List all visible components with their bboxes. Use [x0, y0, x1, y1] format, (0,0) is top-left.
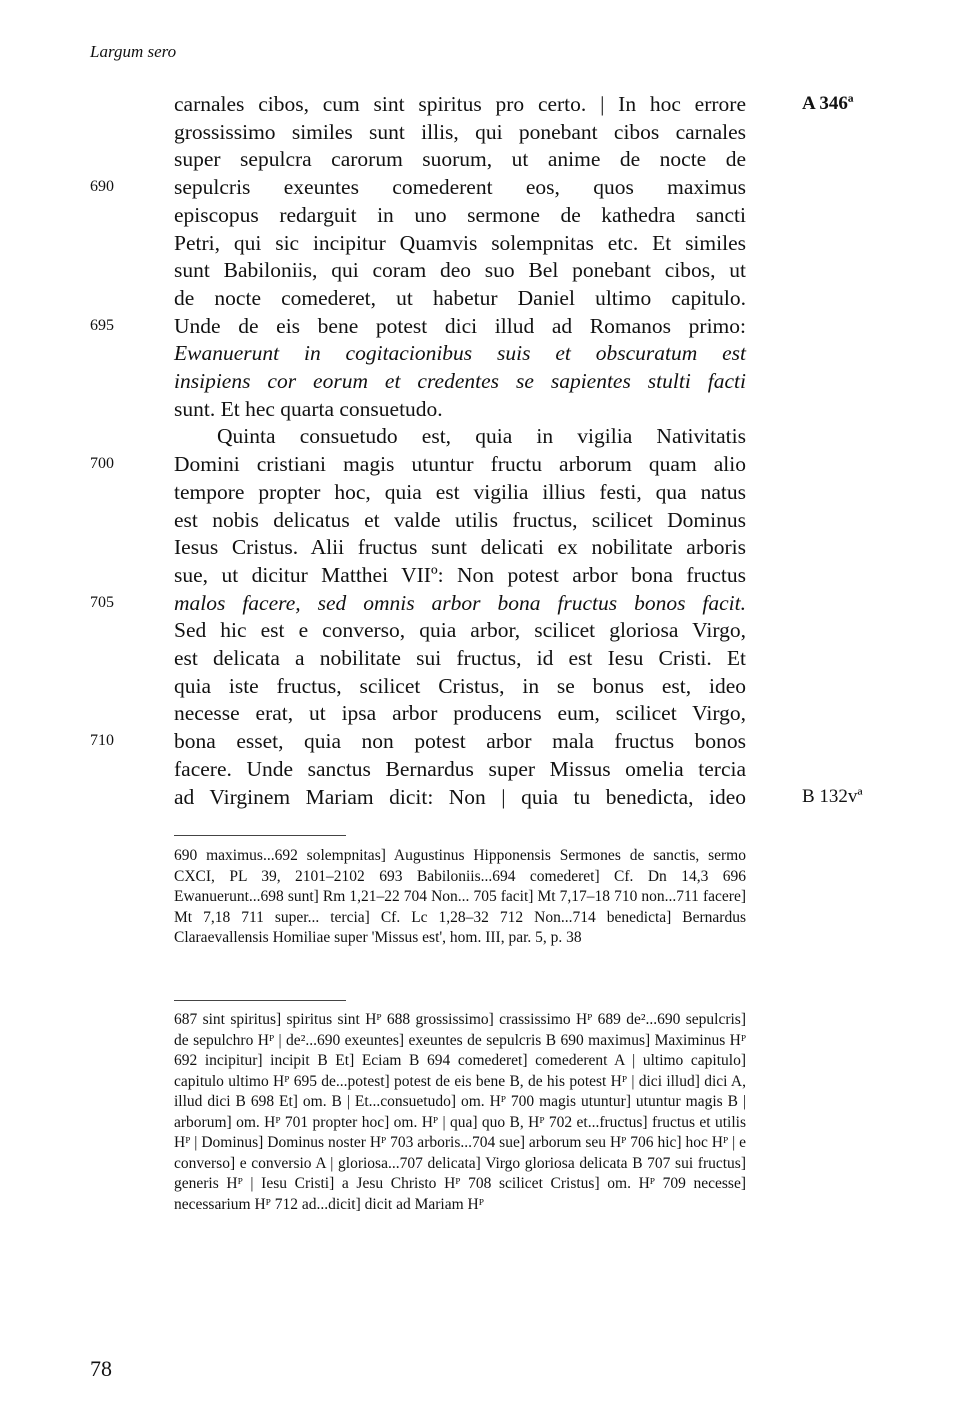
text-line: sunt. Et hec quarta consuetudo. [174, 396, 443, 421]
text-line: sunt Babiloniis, qui coram deo suo Bel ponebant cibos, ut [174, 258, 746, 283]
text-line: est nobis delicatus et valde utilis fructus, scilicet Dominus [174, 507, 746, 532]
text-line: Quinta consuetudo est, quia in vigilia Nativitatis [217, 424, 746, 449]
text-line: Sed hic est e converso, quia arbor, scilicet gloriosa Virgo, [174, 618, 746, 643]
line-number: 695 [90, 316, 114, 334]
text-line: Domini cristiani magis utuntur fructu arborum quam alio [174, 452, 746, 477]
text-line: malos facere, sed omnis arbor bona fructus bonos facit. [174, 590, 746, 615]
page-number: 78 [90, 1356, 112, 1381]
line-number: 700 [90, 455, 114, 473]
text-line: ad Virginem Mariam dicit: Non | quia tu benedicta, ideo [174, 784, 746, 809]
text-line: carnales cibos, cum sint spiritus pro certo. | In hoc errore [174, 92, 746, 116]
text-line: Ewanuerunt in cogitacionibus suis et obscuratum est [174, 341, 746, 366]
text-line: necesse erat, ut ipsa arbor producens eum, scilicet Virgo, [174, 701, 746, 726]
text-line: facere. Unde sanctus Bernardus super Missus omelia tercia [174, 756, 746, 781]
text-line: Unde de eis bene potest dici illud ad Romanos primo: [174, 313, 746, 338]
running-head: Largum sero [90, 42, 177, 61]
text-line: quia iste fructus, scilicet Cristus, in se bonus est, ideo [174, 673, 746, 698]
margin-manuscript-ref: B 132vª [802, 785, 863, 807]
text-line: Petri, qui sic incipitur Quamvis solempnitas etc. Et similes [174, 230, 746, 255]
apparatus-separator [174, 1000, 346, 1001]
text-line: insipiens cor eorum et credentes se sapientes stulti facti [174, 369, 746, 393]
text-line: sepulcris exeuntes comederent eos, quos maximus [174, 175, 746, 200]
apparatus-separator [174, 835, 346, 836]
text-line: est delicata a nobilitate sui fructus, id est Iesu Cristi. Et [174, 646, 746, 670]
text-line: de nocte comederet, ut habetur Daniel ultimo capitulo. [174, 285, 746, 310]
text-line: super sepulcra carorum suorum, ut anime de nocte de [174, 147, 746, 172]
margin-manuscript-ref: A 346ª [802, 93, 854, 114]
line-number: 690 [90, 178, 114, 196]
text-line: episcopus redarguit in uno sermone de kathedra sancti [174, 202, 746, 227]
text-line: bona esset, quia non potest arbor mala fructus bonos [174, 729, 746, 754]
text-line: grossissimo similes sunt illis, qui ponebant cibos carnales [174, 119, 746, 144]
line-number: 705 [90, 593, 114, 611]
text-line: tempore propter hoc, quia est vigilia illius festi, qua natus [174, 479, 746, 504]
text-line: sue, ut dicitur Matthei VIIº: Non potest arbor bona fructus [174, 562, 746, 587]
line-number: 710 [90, 732, 114, 750]
critical-apparatus: 687 sint spiritus] spiritus sint Hᴾ 688 grossissimo] crassissimo Hᴾ 689 de²...690 sepulcris] de sepulchro Hᴾ | de²...690 exeuntes] exeuntes de sepulcris B 690 maximus] Maximinus Hᴾ 692 incipitur] incipit B Et] Eciam B 694 comederet] comederent A | ultimo capitulo] capitulo ultimo Hᴾ 695 de...potest] potest de eis bene B, de his potest Hᴾ | dici illud] dici A, illud dici B 698 Et] om. B | Et...consuetudo] om. Hᴾ 700 magis utuntur] utuntur magis B | arborum] om. Hᴾ 701 propter hoc] om. Hᴾ | qua] quo B, Hᴾ 702 et...fructus] fructus et utilis Hᴾ | Dominus] Dominus noster Hᴾ 703 arboris...704 sue] arborum seu Hᴾ 706 hic] hoc Hᴾ | e converso] e conversio A | gloriosa...707 delicata] Virgo gloriosa delicata B 707 sui fructus] generis Hᴾ | Iesu Cristi] a Jesu Christo Hᴾ 708 scilicet Cristus] om. Hᴾ 709 necesse] necessarium Hᴾ 712 ad...dicit] dicit ad Mariam Hᴾ [174, 1011, 746, 1213]
sources-apparatus: 690 maximus...692 solempnitas] Augustinus Hipponensis Sermones de sanctis, sermo CXCI, PL 39, 2101–2102 693 Babiloniis...694 comederet] Cf. Dn 14,3 696 Ewanuerunt...698 sunt] Rm 1,21–22 704 Non... 705 facit] Mt 7,17–18 710 non...711 facere] Mt 7,18 711 super... tercia] Cf. Lc 1,28–32 712 Non...714 benedicta] Bernardus Claraevallensis Homiliae super 'Missus est', hom. III, par. 5, p. 38 [174, 847, 746, 946]
text-line: Iesus Cristus. Alii fructus sunt delicati ex nobilitate arboris [174, 535, 746, 560]
